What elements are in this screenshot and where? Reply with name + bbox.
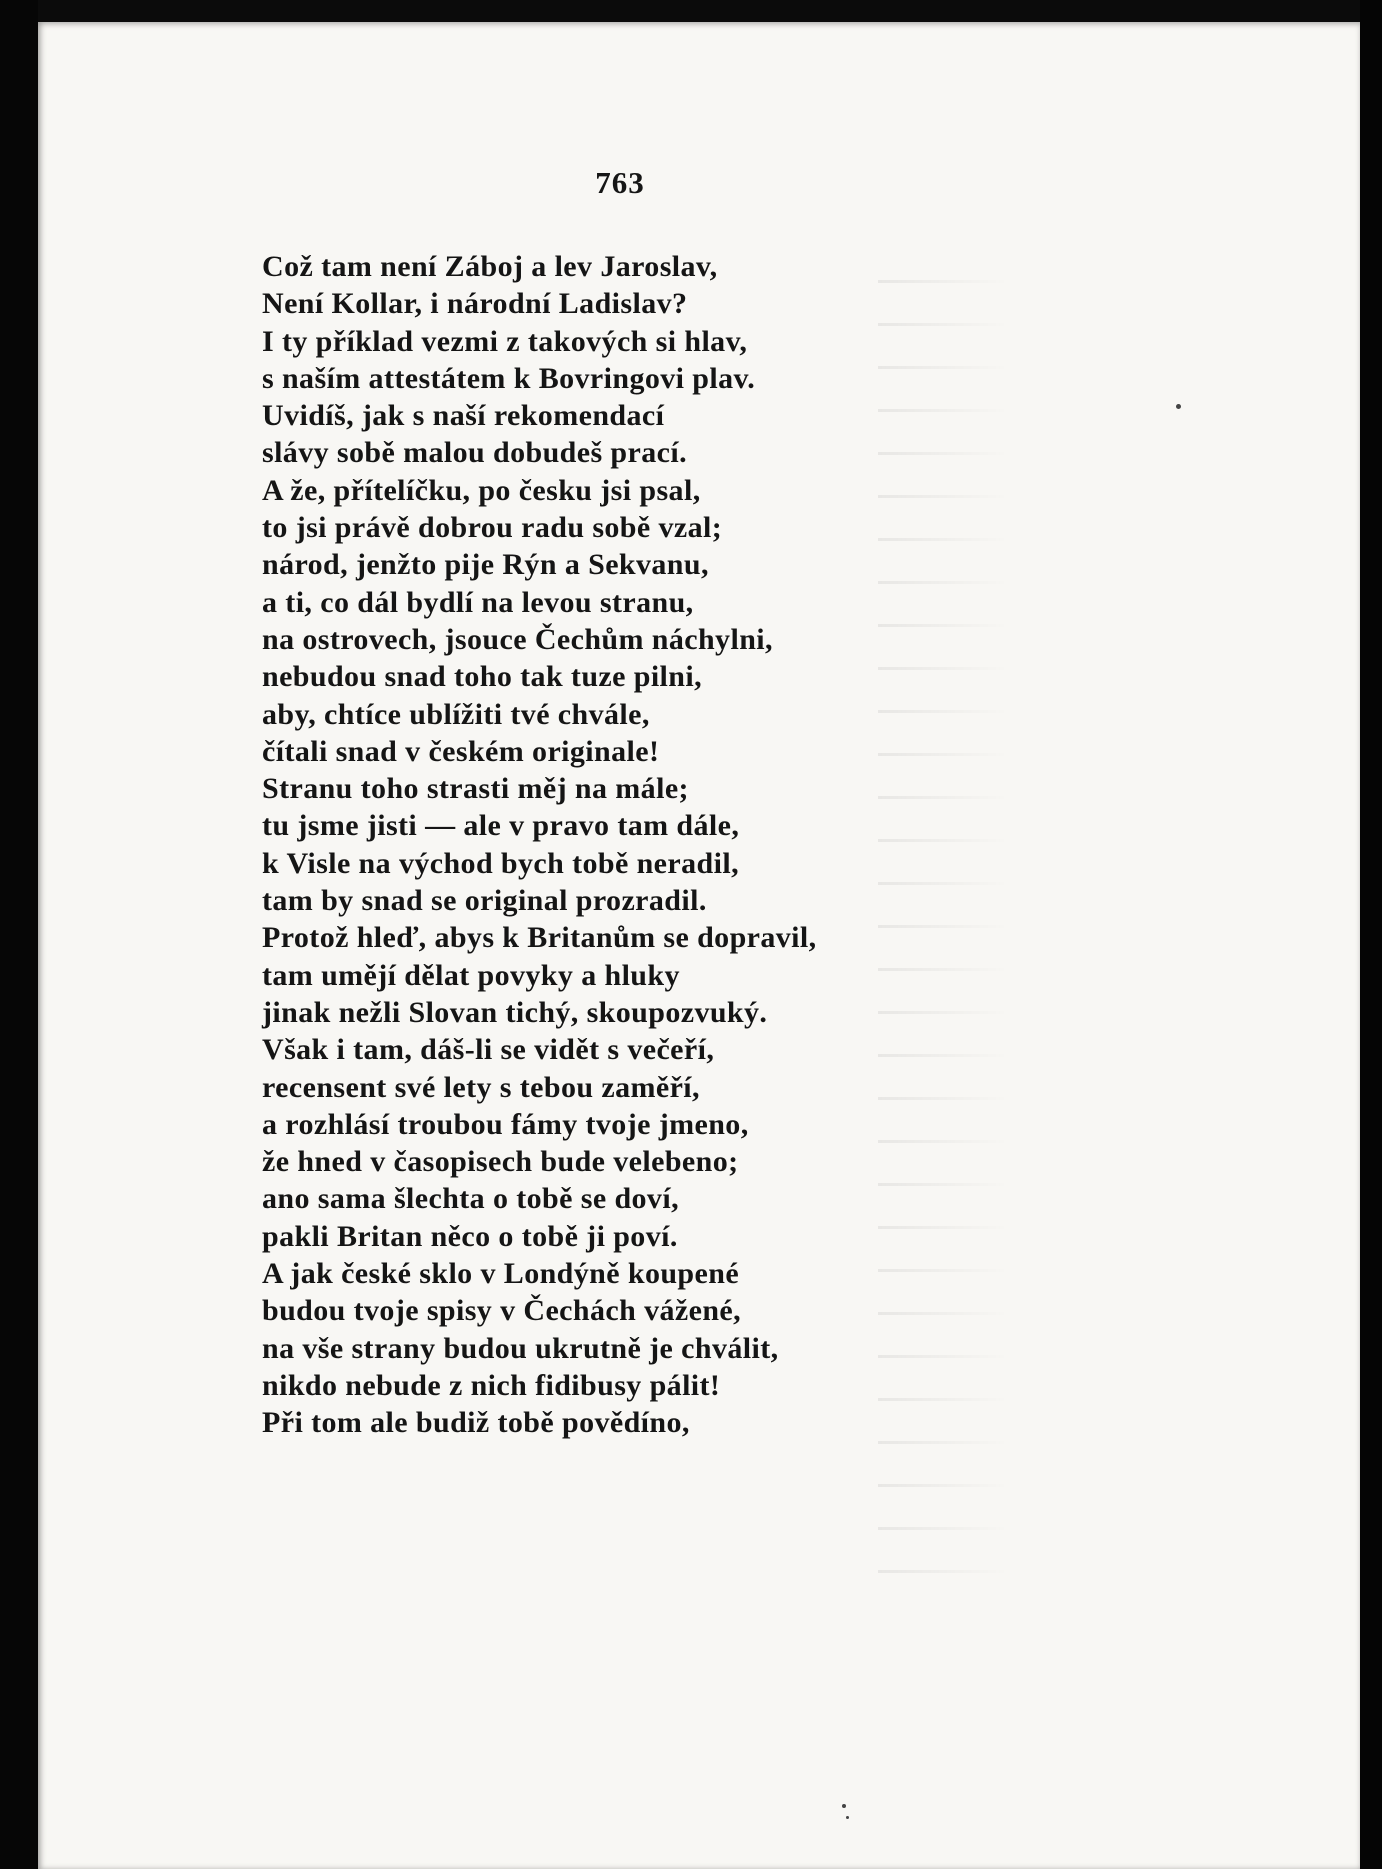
poem-line: pakli Britan něco o tobě ji poví. [262, 1219, 678, 1253]
poem-text [262, 248, 817, 1442]
poem-line: na vše strany budou ukrutně je chválit, [262, 1331, 779, 1365]
ink-speck [1176, 404, 1181, 409]
poem-line: aby, chtíce ublížiti tvé chvále, [262, 697, 650, 731]
poem-line: Však i tam, dáš-li se vidět s večeří, [262, 1033, 715, 1067]
poem-line: čítali snad v českém originale! [262, 734, 660, 768]
poem-line: Není Kollar, i národní Ladislav? [262, 287, 688, 321]
poem-line: na ostrovech, jsouce Čechům náchylni, [262, 622, 773, 656]
scan-top-border [0, 0, 1382, 22]
page-number: 763 [595, 165, 645, 200]
poem-line: Při tom ale budiž tobě povědíno, [262, 1406, 690, 1440]
show-through-text [878, 252, 1008, 1602]
poem-line: recensent své lety s tebou zaměří, [262, 1070, 700, 1104]
poem-line: A že, přítelíčku, po česku jsi psal, [262, 473, 701, 507]
poem-line: a rozhlásí troubou fámy tvoje jmeno, [262, 1107, 749, 1141]
poem-line: tam umějí dělat povyky a hluky [262, 958, 680, 992]
poem-line: nikdo nebude z nich fidibusy pálit! [262, 1368, 721, 1402]
poem-line: Což tam není Záboj a lev Jaroslav, [262, 250, 718, 283]
poem-line: Uvidíš, jak s naší rekomendací [262, 399, 665, 433]
poem-line: ano sama šlechta o tobě se doví, [262, 1182, 679, 1216]
poem-line: A jak české sklo v Londýně koupené [262, 1257, 740, 1291]
poem-line: tam by snad se original prozradil. [262, 884, 707, 918]
poem-line: Stranu toho strasti měj na mále; [262, 772, 689, 806]
ink-speck [846, 1816, 849, 1819]
poem-line: budou tvoje spisy v Čechách vážené, [262, 1294, 742, 1328]
scan-left-border [0, 0, 38, 1869]
poem-line: Protož hleď, abys k Britanům se dopravil, [262, 921, 817, 955]
poem-line: že hned v časopisech bude velebeno; [262, 1145, 739, 1179]
poem-line: s naším attestátem k Bovringovi plav. [262, 361, 756, 395]
poem-line: nebudou snad toho tak tuze pilni, [262, 660, 703, 694]
poem-line: tu jsme jisti — ale v pravo tam dále, [262, 809, 740, 843]
poem-line: slávy sobě malou dobudeš prací. [262, 436, 687, 470]
poem-line: jinak nežli Slovan tichý, skoupozvuký. [262, 995, 768, 1029]
poem-line: a ti, co dál bydlí na levou stranu, [262, 585, 694, 619]
scan-right-border [1360, 0, 1382, 1869]
poem-line: národ, jenžto pije Rýn a Sekvanu, [262, 548, 709, 582]
poem-line: to jsi právě dobrou radu sobě vzal; [262, 511, 723, 545]
ink-speck [842, 1804, 846, 1808]
poem-line: k Visle na východ bych tobě neradil, [262, 846, 739, 880]
poem-line: I ty příklad vezmi z takových si hlav, [262, 324, 748, 358]
